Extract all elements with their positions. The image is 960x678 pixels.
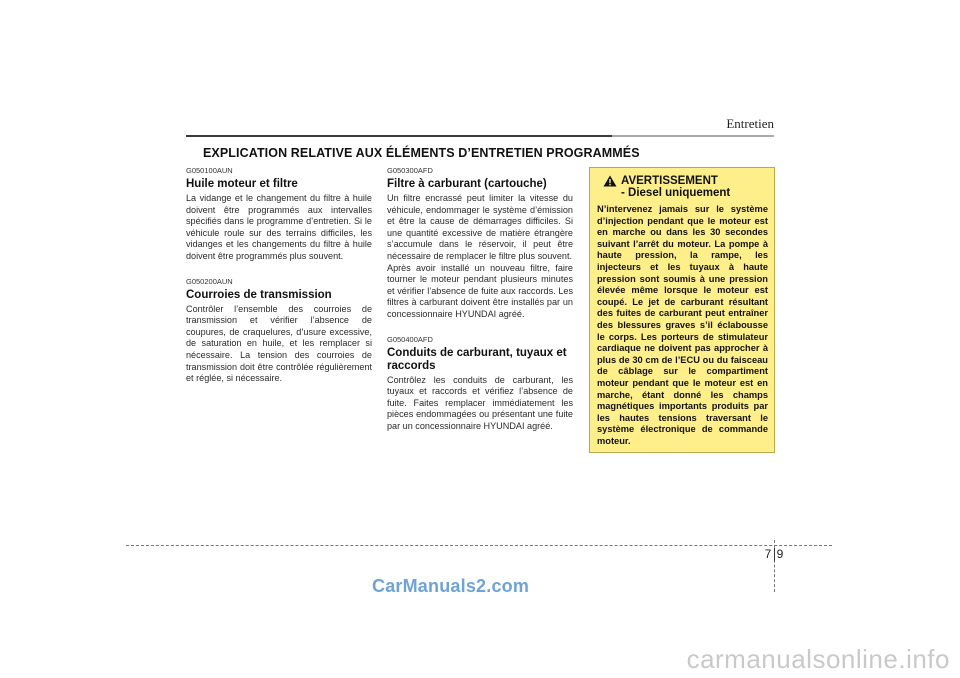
body-fuel-filter-2: Après avoir installé un nouveau filtre, faire tourner le moteur pendant plusieurs minutes et vérifier l’absence de fuite aux raccords. Les filtres à carburant doivent être installés par un concessionnaire HYUNDAI agréé. <box>387 262 573 319</box>
column-middle <box>387 166 573 433</box>
body-fuel-lines: Contrôlez les conduits de carburant, les tuyaux et raccords et vérifiez l’absence de fuite. Faites remplacer immédiatement les pièces endommagées ou présentant une fuite par un concessionnaire HYUNDAI agréé. <box>387 374 573 431</box>
page-index: 9 <box>776 547 784 561</box>
watermark: CarManuals2.com <box>372 576 530 596</box>
subheading-belts: Courroies de transmission <box>186 288 332 301</box>
warning-box <box>589 167 775 453</box>
section-code: G050400AFD <box>387 334 433 344</box>
subheading-fuel-lines: Conduits de carburant, tuyaux et raccords <box>387 346 567 372</box>
section-code: G050200AUN <box>186 276 233 286</box>
column-left <box>186 166 372 385</box>
warning-title: AVERTISSEMENT <box>621 175 718 187</box>
page-chapter: 7 <box>764 547 772 561</box>
header-rule-light <box>612 135 774 137</box>
footer-watermark: carmanualsonline.info <box>686 644 950 674</box>
subheading-fuel-filter: Filtre à carburant (cartouche) <box>387 178 547 190</box>
body-belts: Contrôler l’ensemble des courroies de transmission et vérifier l’absence de coupures, de craquelures, d’usure excessive, de saturation en huile, et les remplacer si nécessaire. La tension des courroies de transmission doit être contrôlée régulièrement et réglée, si nécessaire. <box>186 303 372 384</box>
header-title: Entretien <box>726 116 774 131</box>
warning-triangle-icon <box>603 175 617 187</box>
body-oil: La vidange et le changement du filtre à huile doivent être programmés aux intervalles spécifiés dans le programme d’entretien. Si le véhicule roule sur des terrains difficiles, les vidanges et les changements du filtre à huile doivent être programmés plus souvent. <box>186 193 372 261</box>
warning-body: N’intervenez jamais sur le système d’injection pendant que le moteur est en marche ou dans les 30 secondes suivant l’arrêt du moteur. La pompe à haute pression, la rampe, les injecteurs et les tuyaux à haute pression sont soumis à une pression élevée même lorsque le moteur est coupé. Le jet de carburant résultant des fuites de carburant peut entraîner des blessures graves s’il éclabousse le corps. Les porteurs de stimulateur cardiaque ne doivent pas approcher à plus de 30 cm de l’ECU ou du faisceau de câblage sur le compartiment moteur pendant que le moteur est en marche, étant donné les champs magnétiques importants produits par les hautes tensions traversant le système électronique de commande moteur. <box>597 204 768 446</box>
page-number-separator <box>774 548 775 561</box>
section-code: G050100AUN <box>186 166 233 175</box>
subheading-oil: Huile moteur et filtre <box>186 178 298 190</box>
section-code: G050300AFD <box>387 166 433 175</box>
header-rule-dark <box>186 135 612 137</box>
body-fuel-filter: Un filtre encrassé peut limiter la vitesse du véhicule, endommager le système d’émission et être la cause de démarrages difficiles. Si une quantité excessive de matière étrangère s’accumule dans le réservoir, il peut être nécessaire de remplacer le filtre plus souvent. <box>387 193 573 261</box>
section-title: EXPLICATION RELATIVE AUX ÉLÉMENTS D’ENTRETIEN PROGRAMMÉS <box>203 146 640 160</box>
footer-dashed-rule <box>126 545 832 546</box>
warning-subtitle: - Diesel uniquement <box>621 187 731 199</box>
